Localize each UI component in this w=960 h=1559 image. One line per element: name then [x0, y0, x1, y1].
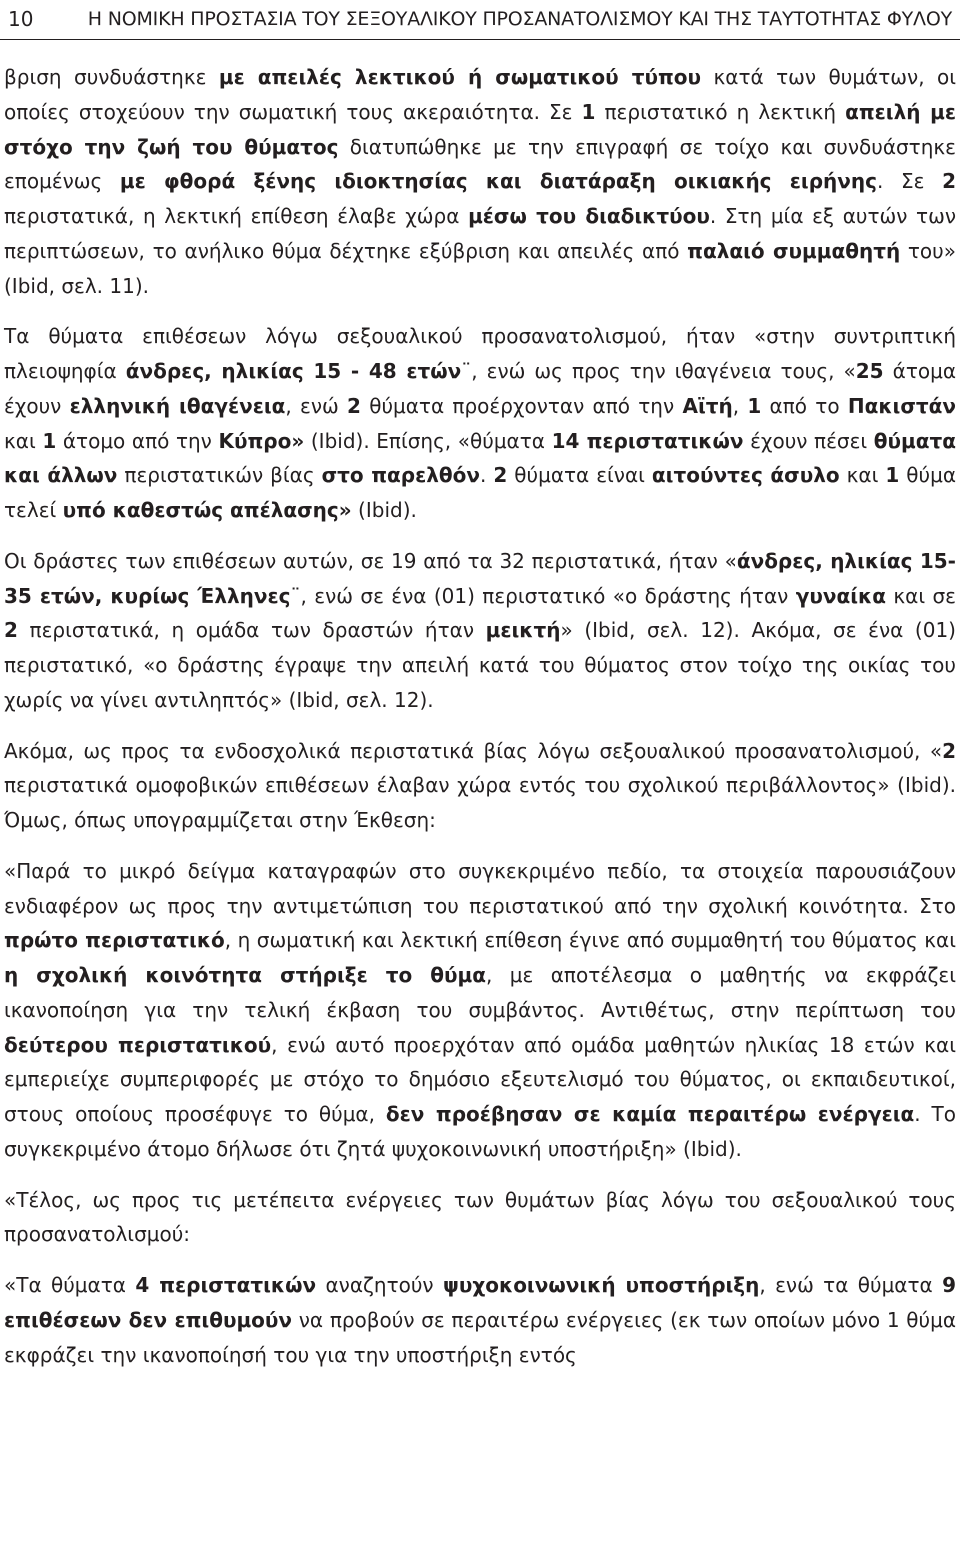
running-title: Η ΝΟΜΙΚΗ ΠΡΟΣΤΑΣΙΑ ΤΟΥ ΣΕΞΟΥΑΛΙΚΟΥ ΠΡΟΣΑΝΑΤΟΛΙΣΜΟΥ ΚΑΙ ΤΗΣ ΤΑΥΤΟΤΗΤΑΣ ΦΥΛΟΥ: [87, 8, 952, 30]
bold-text: Πακιστάν: [847, 393, 957, 418]
bold-text: δεν προέβησαν σε καμία περαιτέρω ενέργεια: [385, 1102, 915, 1126]
text-run: (Ibid).: [351, 498, 417, 522]
paragraph: [4, 544, 956, 718]
text-run: ,: [732, 393, 748, 418]
text-run: » (Ibid, σελ. 12). Ακόμα, σε ένα (01) περιστατικό, «ο δράστης έγραψε την απειλή κατά του θύματος στον τοίχο της οικίας του χωρίς να γίνει αντιληπτός» (Ibid, σελ. 12).: [4, 618, 956, 712]
paragraph: [4, 734, 956, 838]
bold-text: η σχολική κοινότητα στήριξε το θύμα: [4, 963, 486, 987]
text-run: περιστατικά, η λεκτική επίθεση έλαβε χώρα: [4, 204, 469, 228]
text-run: , ενώ: [285, 393, 348, 418]
bold-text: 1: [747, 393, 762, 418]
text-run: θύματα είναι: [507, 463, 652, 488]
text-run: αναζητούν: [316, 1273, 443, 1297]
text-run: (Ibid). Επίσης, «θύματα: [304, 428, 552, 453]
bold-text: παλαιό συμμαθητή: [687, 238, 901, 263]
bold-text: 14 περιστατικών: [551, 428, 744, 453]
bold-text: 25: [855, 359, 884, 383]
bold-text: Κύπρο»: [218, 428, 305, 453]
bold-text: με φθορά ξένης ιδιοκτησίας και διατάραξη οικιακής ειρήνης: [119, 169, 877, 194]
bold-text: με απειλές λεκτικού ή σωματικού τύπου: [218, 65, 702, 89]
paragraph: [4, 319, 956, 528]
bold-text: μέσω του διαδικτύου: [468, 204, 710, 228]
bold-text: απειλή με στόχο την ζωή του θύματος: [4, 99, 956, 159]
text-run: και σε: [885, 583, 956, 608]
bold-text: γυναίκα: [795, 583, 886, 608]
text-run: διατυπώθηκε με την επιγραφή σε τοίχο και συνδυάστηκε επομένως: [4, 134, 956, 194]
paragraph: [4, 1183, 956, 1253]
header-divider: [0, 39, 960, 40]
bold-text: 2: [942, 169, 956, 194]
running-header: [0, 0, 960, 40]
bold-text: 2: [347, 393, 361, 418]
text-run: «Παρά το μικρό δείγμα καταγραφών στο συγκεκριμένο πεδίο, τα στοιχεία παρουσιάζουν ενδιαφέρον ως προς την αντιμετώπιση του περιστατικού από την σχολική κοινότητα. Στο: [4, 858, 956, 918]
text-run: ¨, ενώ ως προς την ιθαγένεια τους, «: [461, 359, 856, 383]
text-run: περιστατικό η λεκτική: [595, 99, 846, 124]
bold-text: ελληνική ιθαγένεια: [69, 393, 286, 418]
bold-text: 1: [42, 428, 57, 453]
bold-text: ψυχοκοινωνική υποστήριξη: [442, 1273, 760, 1297]
bold-text: άνδρες, ηλικίας 15-35 ετών, κυρίως Έλληνες: [4, 548, 956, 608]
text-run: από το: [761, 393, 848, 418]
text-run: βριση συνδυάστηκε: [4, 65, 219, 89]
text-run: , η σωματική και λεκτική επίθεση έγινε από συμμαθητή του θύματος και: [224, 928, 957, 953]
paragraph: [4, 854, 956, 1167]
text-run: έχουν πέσει: [743, 428, 874, 453]
text-run: άτομα έχουν: [4, 359, 957, 418]
text-run: «Τα θύματα: [4, 1273, 136, 1297]
text-run: ¨, ενώ σε ένα (01) περιστατικό «ο δράστης ήταν: [290, 583, 796, 608]
text-run: άτομο από την: [56, 428, 219, 453]
text-run: .: [480, 463, 494, 488]
text-run: περιστατικά, η ομάδα των δραστών ήταν: [17, 618, 486, 643]
text-run: , ενώ αυτό προερχόταν από ομάδα μαθητών ηλικίας 18 ετών και εμπεριείχε συμπεριφορές με στόχο το δημόσιο εξευτελισμό του θύματος, οι εκπαιδευτικοί, στους οποίους προσέφυγε το θύμα,: [4, 1032, 956, 1126]
text-run: Οι δράστες των επιθέσεων αυτών, σε 19 από τα 32 περιστατικά, ήταν «: [4, 548, 737, 573]
text-run: θύμα τελεί: [4, 463, 957, 522]
text-run: Ακόμα, ως προς τα ενδοσχολικά περιστατικά βίας λόγω σεξουαλικού προσανατολισμού, «: [4, 738, 943, 763]
text-run: και: [4, 428, 43, 453]
text-run: , με αποτέλεσμα ο μαθητής να εκφράζει ικανοποίηση για την τελική έκβαση του συμβάντος. Αντιθέτως, στην περίπτωση του: [4, 963, 956, 1022]
text-run: περιστατικά ομοφοβικών επιθέσεων έλαβαν χώρα εντός του σχολικού περιβάλλοντος» (Ibid). Όμως, όπως υπογραμμίζεται στην Έκθεση:: [4, 773, 956, 832]
bold-text: στο παρελθόν: [321, 463, 481, 488]
paragraph: [4, 60, 956, 303]
text-run: να προβούν σε περαιτέρω ενέργειες (εκ των οποίων μόνο 1 θύμα εκφράζει την ικανοποίησή του για την υποστήριξη εντός: [4, 1307, 957, 1367]
bold-text: αιτούντες άσυλο: [651, 463, 840, 488]
text-run: κατά των θυμάτων, οι οποίες στοχεύουν την σωματική τους ακεραιότητα. Σε: [4, 65, 956, 124]
text-run: περιστατικών βίας: [117, 463, 322, 488]
text-run: Τα θύματα επιθέσεων λόγω σεξουαλικού προσανατολισμού, ήταν «στην συντριπτική πλειοψηφία: [4, 324, 956, 383]
text-run: , ενώ τα θύματα: [759, 1273, 943, 1297]
text-run: του» (Ibid, σελ. 11).: [4, 238, 956, 298]
bold-text: 2: [4, 618, 18, 643]
paragraph: [4, 1268, 956, 1372]
text-run: . Σε: [876, 169, 943, 194]
text-run: «Τέλος, ως προς τις μετέπειτα ενέργειες των θυμάτων βίας λόγω του σεξουαλικού τους προσανατολισμού:: [4, 1187, 956, 1247]
text-run: θύματα προέρχονταν από την: [360, 393, 683, 418]
text-run: και: [839, 463, 886, 488]
bold-text: 1: [885, 463, 900, 488]
bold-text: 2: [942, 738, 956, 763]
bold-text: μεικτή: [485, 618, 561, 643]
bold-text: 2: [493, 463, 508, 488]
text-run: . Στη μία εξ αυτών των περιπτώσεων, το ανήλικο θύμα δέχτηκε εξύβριση και απειλές από: [4, 204, 956, 263]
page-number: 10: [8, 7, 34, 31]
bold-text: πρώτο περιστατικό: [4, 928, 225, 953]
body-text: [4, 60, 956, 1388]
bold-text: Αϊτή: [682, 393, 733, 418]
bold-text: δεύτερου περιστατικού: [4, 1032, 272, 1057]
bold-text: 9 επιθέσεων δεν επιθυμούν: [4, 1273, 956, 1332]
text-run: . Το συγκεκριμένο άτομο δήλωσε ότι ζητά ψυχοκοινωνική υποστήριξη» (Ibid).: [4, 1102, 956, 1161]
bold-text: άνδρες, ηλικίας 15 - 48 ετών: [125, 359, 462, 383]
bold-text: 1: [581, 99, 596, 124]
bold-text: υπό καθεστώς απέλασης»: [62, 498, 352, 522]
bold-text: 4 περιστατικών: [135, 1273, 317, 1297]
bold-text: θύματα και άλλων: [4, 428, 956, 488]
